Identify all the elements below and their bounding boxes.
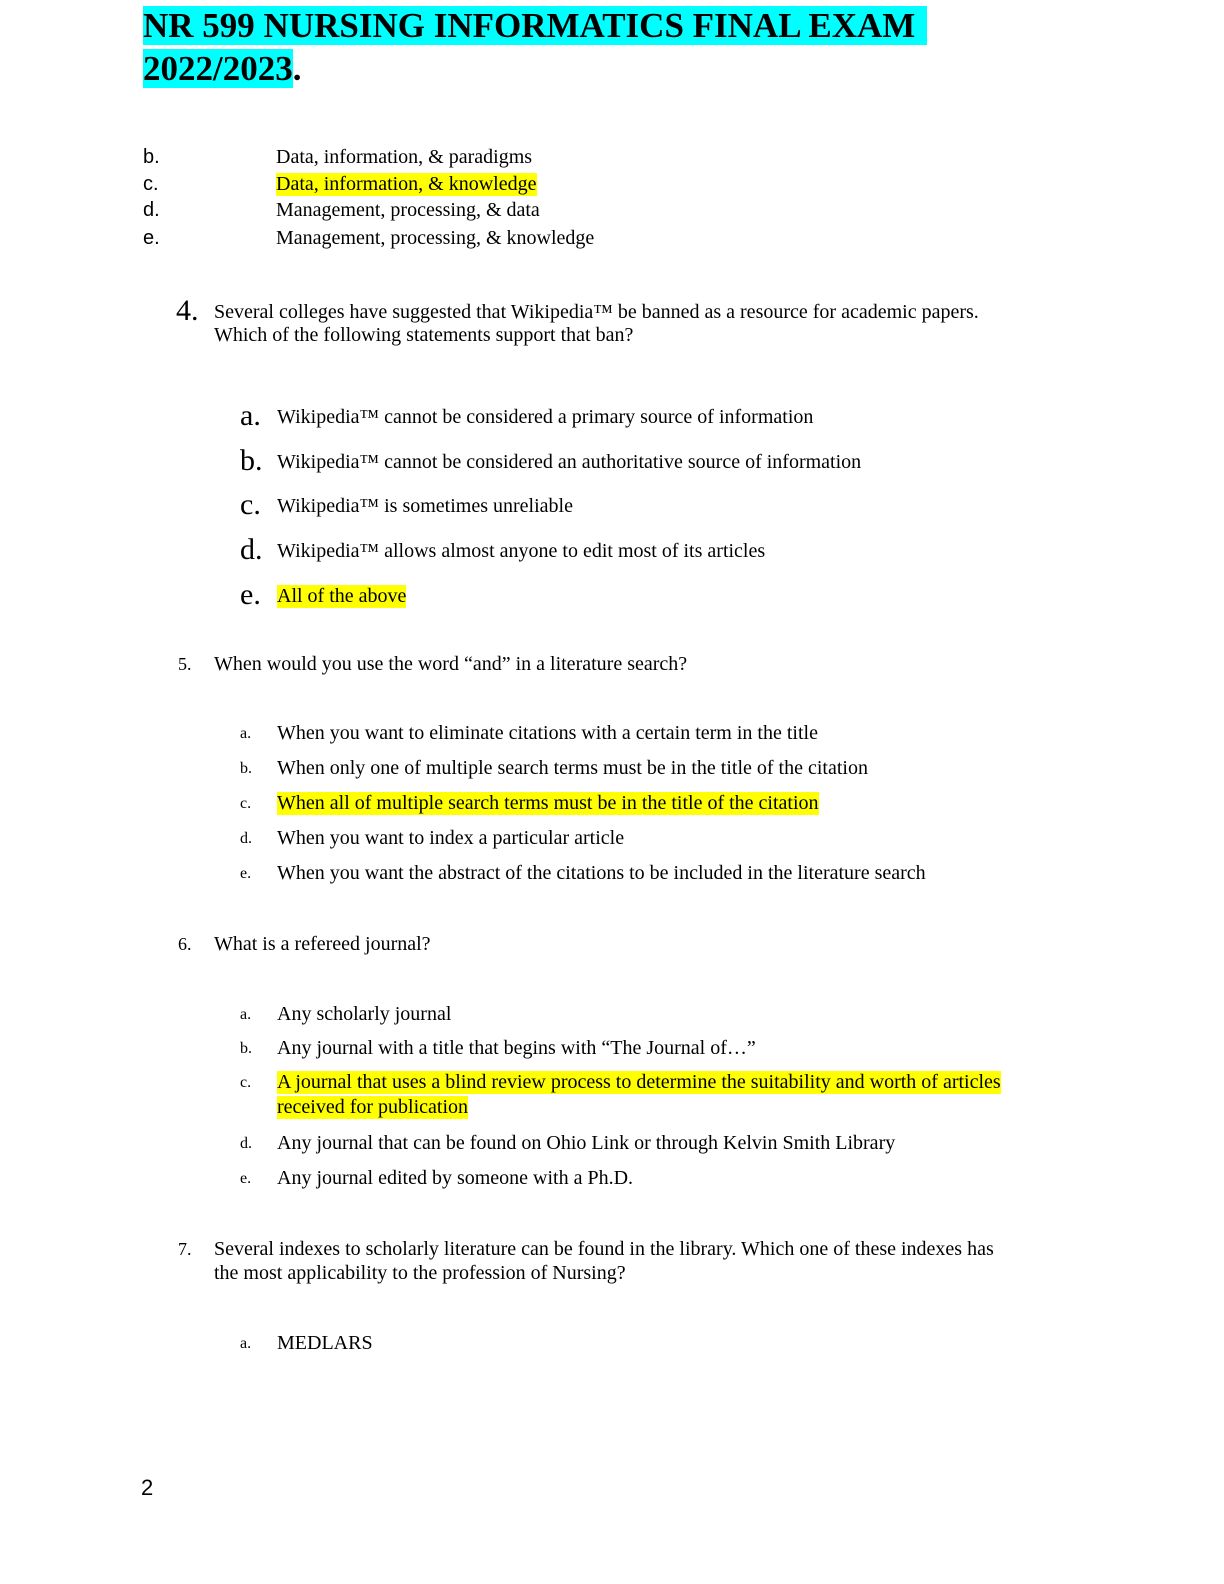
option-text: When you want the abstract of the citations to be included in the literature search	[277, 862, 926, 884]
question-number: 6.	[178, 934, 192, 954]
question-number: 4.	[176, 294, 199, 327]
option-text-highlighted: received for publication	[277, 1096, 469, 1118]
option-text-highlighted: A journal that uses a blind review process to determine the suitability and worth of articles	[277, 1071, 1001, 1093]
title-line-1: NR 599 NURSING INFORMATICS FINAL EXAM	[143, 6, 927, 45]
option-text: Wikipedia™ is sometimes unreliable	[277, 495, 573, 517]
option-letter: b.	[240, 1040, 252, 1057]
option-text: Wikipedia™ cannot be considered a primary source of information	[277, 406, 814, 428]
option-letter: d.	[143, 199, 160, 221]
option-text: Any journal edited by someone with a Ph.D.	[277, 1167, 634, 1189]
option-letter: a.	[240, 1335, 252, 1352]
option-text: Management, processing, & data	[276, 199, 540, 221]
option-letter: a.	[240, 1006, 252, 1023]
option-letter: e.	[240, 578, 261, 611]
option-text: Any journal with a title that begins with “The Journal of…”	[277, 1037, 756, 1059]
option-letter: d.	[240, 1135, 252, 1152]
question-text: the most applicability to the profession of Nursing?	[214, 1262, 626, 1284]
title-line-2: 2022/2023	[143, 49, 293, 88]
page-number: 2	[141, 1475, 154, 1500]
title-period: .	[292, 49, 302, 88]
option-letter: a.	[240, 725, 252, 742]
option-text: Any journal that can be found on Ohio Link or through Kelvin Smith Library	[277, 1132, 896, 1154]
question-text: When would you use the word “and” in a literature search?	[214, 653, 688, 675]
page-title	[143, 4, 927, 90]
option-letter: e.	[240, 1170, 252, 1187]
option-text: Data, information, & paradigms	[276, 146, 533, 168]
question-text: What is a refereed journal?	[214, 933, 431, 955]
option-text: MEDLARS	[277, 1332, 373, 1354]
question-number: 7.	[178, 1239, 192, 1259]
question-number: 5.	[178, 654, 192, 674]
option-letter: b.	[240, 444, 263, 477]
option-text-highlighted: All of the above	[277, 585, 407, 607]
option-letter: c.	[240, 1074, 252, 1091]
option-letter: e.	[240, 865, 252, 882]
question-text: Which of the following statements support that ban?	[214, 324, 634, 346]
option-letter: d.	[240, 533, 263, 566]
option-letter: c.	[240, 795, 252, 812]
option-letter: b.	[143, 146, 160, 168]
question-text: Several colleges have suggested that Wikipedia™ be banned as a resource for academic papers.	[214, 301, 979, 323]
option-text: Any scholarly journal	[277, 1003, 452, 1025]
option-text: When you want to eliminate citations with a certain term in the title	[277, 722, 818, 744]
option-letter: c.	[143, 173, 159, 195]
option-text: When you want to index a particular article	[277, 827, 625, 849]
question-text: Several indexes to scholarly literature can be found in the library. Which one of these indexes has	[214, 1238, 994, 1260]
option-text: Wikipedia™ cannot be considered an authoritative source of information	[277, 451, 862, 473]
option-text: Management, processing, & knowledge	[276, 227, 595, 249]
option-letter: e.	[143, 227, 160, 249]
option-text-highlighted: Data, information, & knowledge	[276, 173, 537, 195]
option-text: When only one of multiple search terms must be in the title of the citation	[277, 757, 868, 779]
option-letter: a.	[240, 399, 261, 432]
option-letter: c.	[240, 488, 261, 521]
option-text: Wikipedia™ allows almost anyone to edit most of its articles	[277, 540, 766, 562]
option-text-highlighted: When all of multiple search terms must be in the title of the citation	[277, 792, 819, 814]
option-letter: b.	[240, 760, 252, 777]
option-letter: d.	[240, 830, 252, 847]
